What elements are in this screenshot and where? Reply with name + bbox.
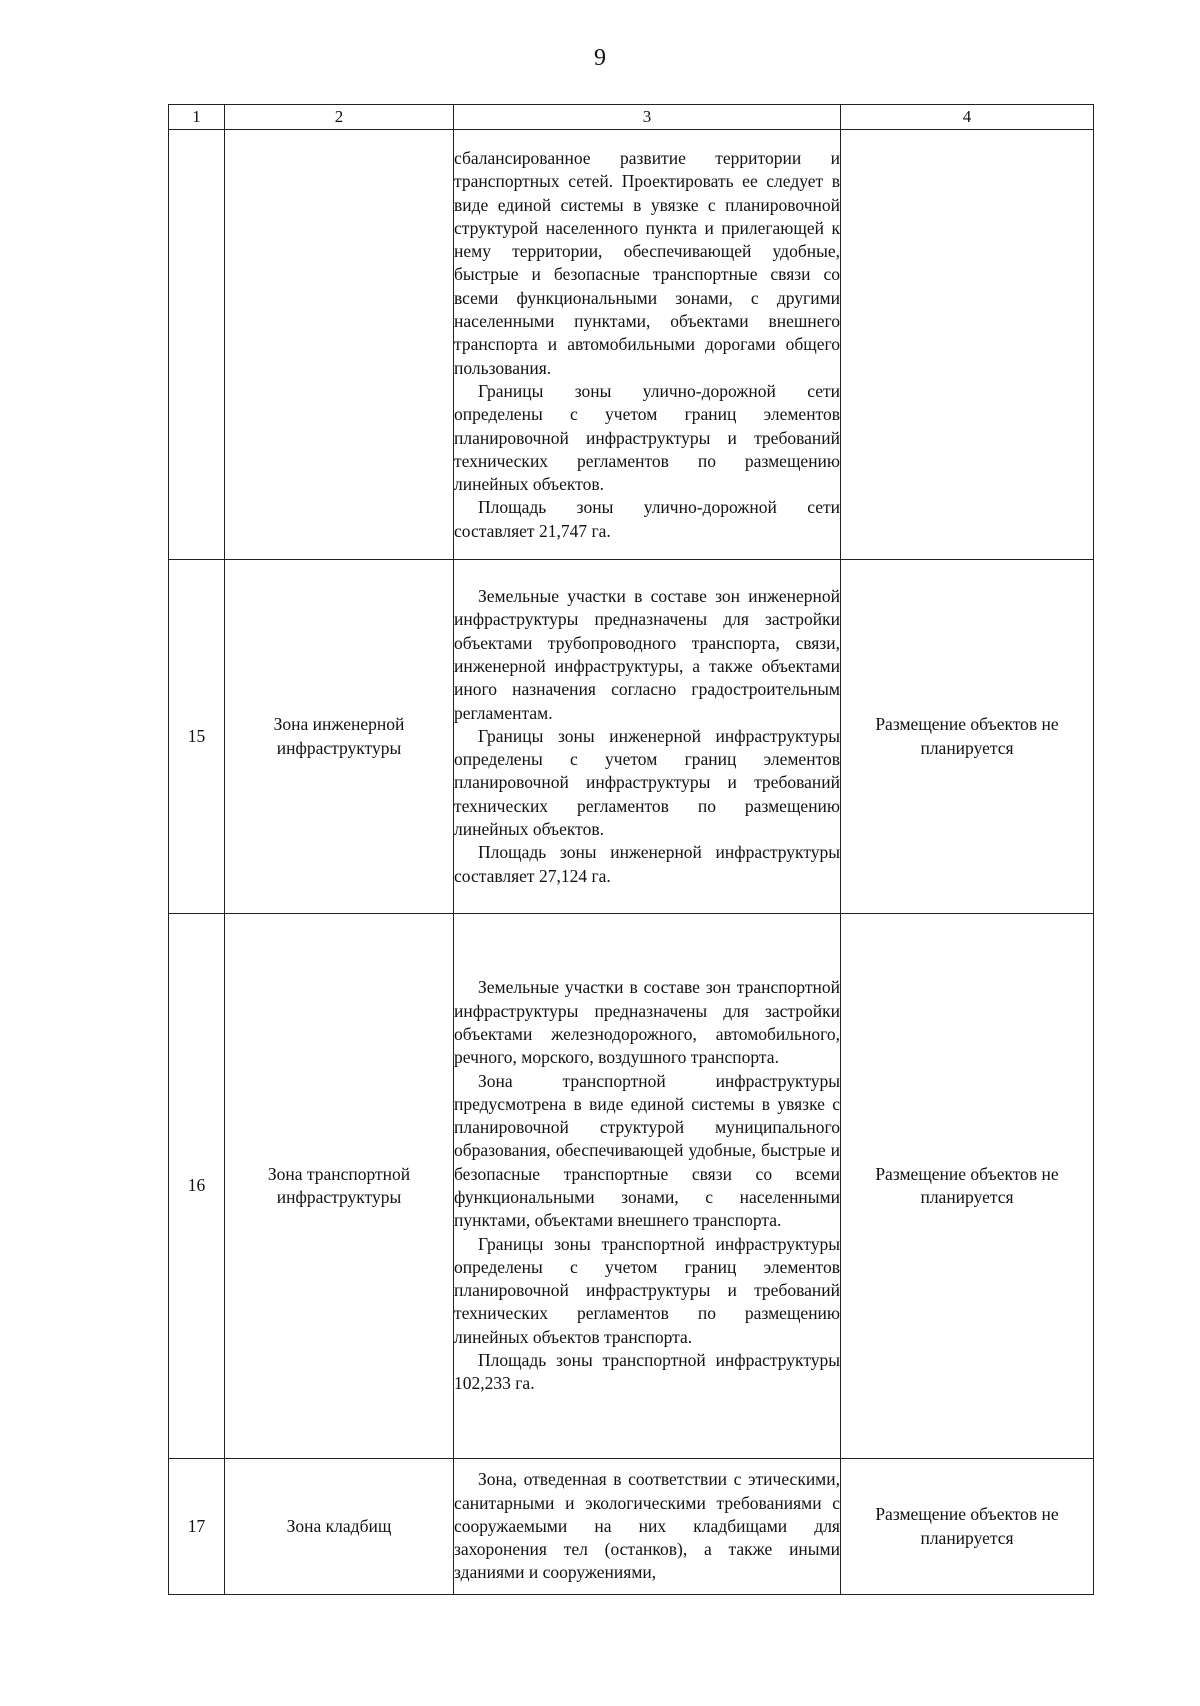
table-header-row (169, 105, 1094, 130)
description-paragraph: Земельные участки в составе зон транспортной инфраструктуры предназначены для застройки объектами железнодорожного, автомобильного, речного, морского, воздушного транспорта. (454, 977, 840, 1068)
description-paragraph: Границы зоны улично-дорожной сети определены с учетом границ элементов планировочной инфраструктуры и требований технических регламентов по размещению линейных объектов. (454, 380, 840, 495)
description-paragraph: Зона, отведенная в соответствии с этическими, санитарными и экологическими требованиями с сооружаемыми на них кладбищами для захоронения тел (останков), а также иными зданиями и сооружениями, (454, 1469, 840, 1583)
zone-name: Зона кладбищ (225, 1459, 454, 1595)
planned-objects: Размещение объектов не планируется (841, 560, 1094, 914)
planned-objects: Размещение объектов не планируется (841, 1459, 1094, 1595)
column-header-4: 4 (841, 105, 1094, 130)
row-number: 16 (169, 914, 225, 1459)
page-number: 9 (594, 45, 606, 71)
planned-objects: Размещение объектов не планируется (841, 914, 1094, 1459)
table-row-16 (169, 914, 1094, 1459)
zone-description (454, 914, 841, 1459)
description-paragraph: Площадь зоны транспортной инфраструктуры 102,233 га. (454, 1350, 840, 1394)
description-paragraph: Площадь зоны инженерной инфраструктуры составляет 27,124 га. (454, 842, 840, 886)
table-row-continued (169, 130, 1094, 560)
zone-name: Зона инженерной инфраструктуры (225, 560, 454, 914)
description-paragraph: Границы зоны инженерной инфраструктуры определены с учетом границ элементов планировочной инфраструктуры и требований технических регламентов по размещению линейных объектов. (454, 725, 840, 840)
column-header-3: 3 (454, 105, 841, 130)
zone-description (454, 1459, 841, 1595)
description-paragraph: Зона транспортной инфраструктуры предусмотрена в виде единой системы в увязке с планировочной структурой муниципального образования, обеспечивающей удобные, быстрые и безопасные транспортные связи со всеми функциональными зонами, с населенными пунктами, объектами внешнего транспорта. (454, 1070, 840, 1231)
description-paragraph: Границы зоны транспортной инфраструктуры определены с учетом границ элементов планировочной инфраструктуры и требований технических регламентов по размещению линейных объектов транспорта. (454, 1233, 840, 1347)
column-header-2: 2 (225, 105, 454, 130)
table-row-17 (169, 1459, 1094, 1595)
zone-name (225, 130, 454, 560)
zone-description (454, 560, 841, 914)
planned-objects (841, 130, 1094, 560)
table-row-15 (169, 560, 1094, 914)
description-paragraph: Площадь зоны улично-дорожной сети составляет 21,747 га. (454, 497, 840, 541)
row-number: 15 (169, 560, 225, 914)
zone-name: Зона транспортной инфраструктуры (225, 914, 454, 1459)
zone-description (454, 130, 841, 560)
row-number (169, 130, 225, 560)
description-paragraph: сбалансированное развитие территории и транспортных сетей. Проектировать ее следует в виде единой системы в увязке с планировочной структурой населенного пункта и прилегающей к нему территории, обеспечивающей удобные, быстрые и безопасные транспортные связи со всеми функциональными зонами, с другими населенными пунктами, объектами внешнего транспорта и автомобильными дорогами общего пользования. (454, 147, 840, 378)
description-paragraph: Земельные участки в составе зон инженерной инфраструктуры предназначены для застройки объектами трубопроводного транспорта, связи, инженерной инфраструктуры, а также объектами иного назначения согласно градостроительным регламентам. (454, 586, 840, 723)
row-number: 17 (169, 1459, 225, 1595)
zones-table (168, 104, 1094, 1595)
column-header-1: 1 (169, 105, 225, 130)
